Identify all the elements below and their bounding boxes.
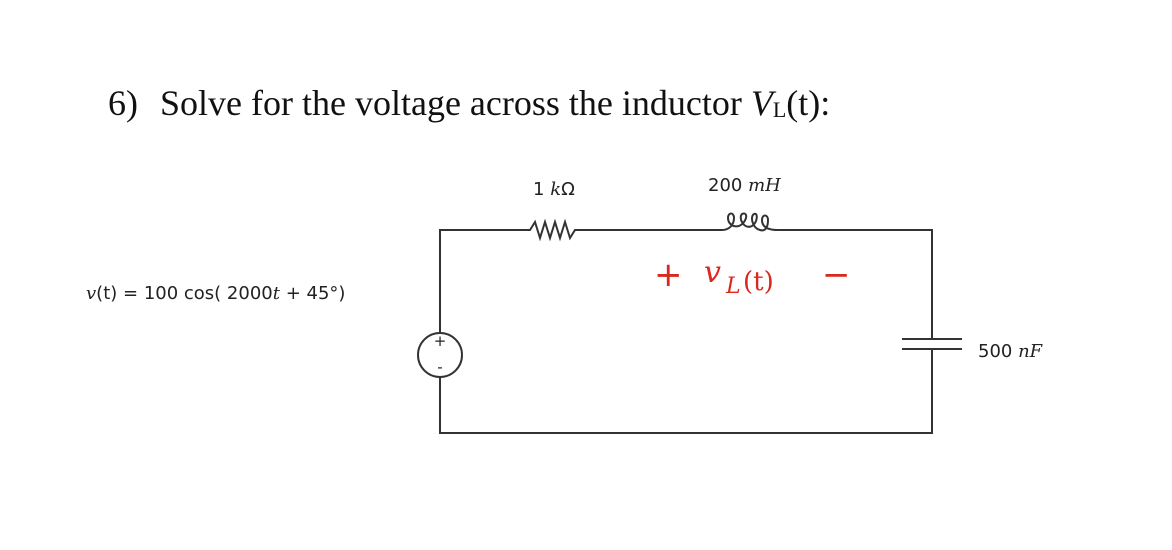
capacitor-unit: F [1029, 341, 1043, 362]
wire-bottom [440, 350, 932, 433]
vl-arg: (t) [743, 267, 774, 297]
capacitor-unit-prefix: n [1018, 341, 1030, 362]
source-lhs-paren: (t) [96, 283, 118, 304]
vl-minus-sign: − [822, 255, 851, 295]
source-plus-sign: + [433, 332, 447, 350]
resistor-label [533, 179, 575, 200]
question-prompt: Solve for the voltage across the inductor [160, 83, 751, 123]
voltage-suffix: (t): [786, 83, 831, 123]
inductor-value: 200 [708, 175, 749, 196]
voltage-symbol: V [750, 83, 773, 123]
vl-symbol: v [704, 255, 721, 290]
source-equals: = [117, 283, 144, 304]
source-minus-sign: - [437, 358, 443, 376]
inductor-unit-prefix: m [748, 175, 766, 196]
voltage-subscript: L [772, 97, 787, 122]
inductor-label [708, 175, 781, 196]
inductor-symbol [722, 213, 778, 230]
source-phase: + 45°) [279, 283, 346, 304]
capacitor-value: 500 [978, 341, 1019, 362]
capacitor-label [978, 341, 1044, 362]
resistor-symbol [522, 222, 583, 238]
vl-plus-sign: + [654, 255, 683, 295]
vl-subscript: L [726, 274, 741, 299]
source-lhs-var: v [86, 283, 97, 304]
source-amplitude: 100 cos( 2000 [143, 283, 273, 304]
resistor-value: 1 [533, 179, 551, 200]
resistor-unit-prefix: k [550, 179, 562, 200]
inductor-unit: H [765, 175, 781, 196]
source-t-var: t [272, 283, 280, 304]
wire-top-right [778, 230, 932, 338]
source-label [86, 283, 345, 304]
wire-left-top [440, 230, 522, 333]
question-number: 6) [108, 83, 138, 123]
resistor-unit: Ω [561, 179, 575, 200]
